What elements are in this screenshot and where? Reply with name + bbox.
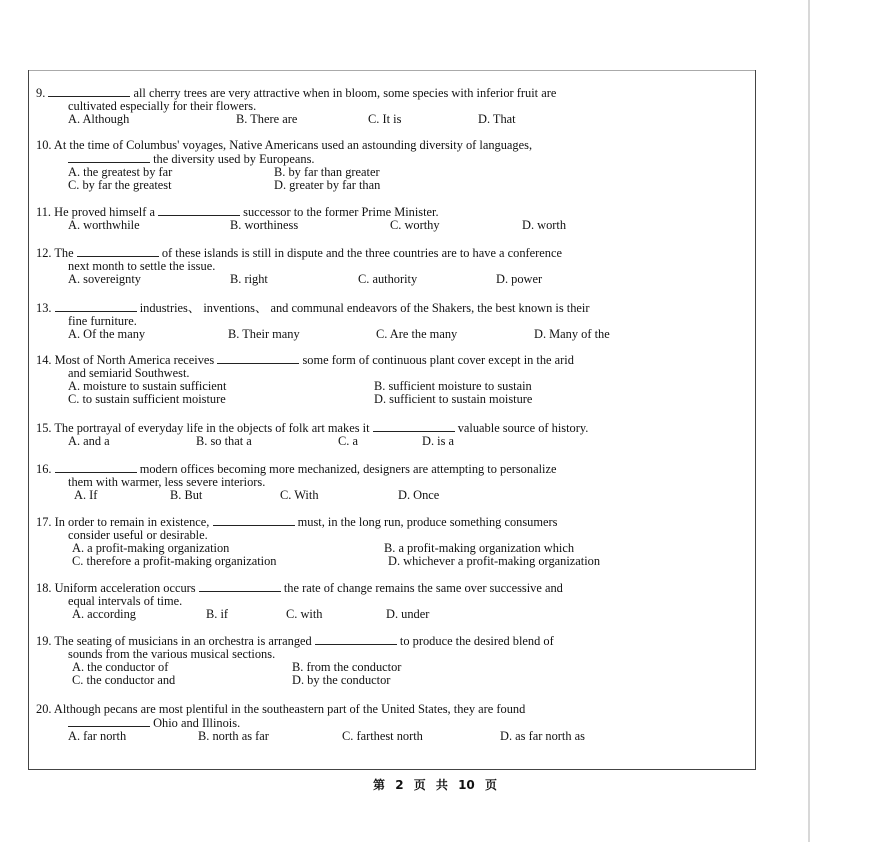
option-c: C. the conductor and — [72, 673, 176, 687]
option-c: C. therefore a profit-making organization — [72, 554, 277, 568]
question-17-options-row2 — [36, 555, 748, 568]
question-16 — [36, 462, 748, 502]
question-17 — [36, 515, 748, 568]
question-14-continuation: and semiarid Southwest. — [68, 366, 190, 380]
question-20-continuation: Ohio and Illinois. — [150, 716, 241, 730]
option-b: B. right — [230, 272, 268, 286]
option-c: C. Are the many — [376, 327, 458, 341]
option-b: B. so that a — [196, 434, 252, 448]
option-a: A. Although — [68, 112, 130, 126]
option-d: D. Once — [398, 488, 440, 502]
question-15-options — [36, 435, 748, 448]
answer-blank — [315, 634, 397, 645]
question-13 — [36, 301, 748, 341]
answer-blank — [158, 205, 240, 216]
option-d: D. as far north as — [500, 729, 585, 743]
option-c: C. with — [286, 607, 323, 621]
question-18-number: 18. Uniform acceleration occurs — [36, 581, 199, 595]
question-18 — [36, 581, 748, 621]
option-d: D. is a — [422, 434, 455, 448]
question-17-number: 17. In order to remain in existence, — [36, 515, 213, 529]
option-a: A. the conductor of — [72, 660, 169, 674]
page-edge — [808, 0, 810, 842]
question-19-number: 19. The seating of musicians in an orchestra is arranged — [36, 634, 315, 648]
option-a: A. according — [72, 607, 136, 621]
question-12-options — [36, 273, 748, 286]
question-11-number: 11. He proved himself a — [36, 205, 159, 219]
question-11-options — [36, 219, 748, 232]
answer-blank — [55, 462, 137, 473]
question-19-continuation: sounds from the various musical sections. — [68, 647, 276, 661]
page-number-footer: 第 2 页 共 10 页 — [373, 778, 497, 792]
question-12-stem: of these islands is still in dispute and the three countries are to have a conference — [158, 246, 562, 260]
option-b: B. worthiness — [230, 218, 299, 232]
answer-blank — [68, 716, 150, 727]
answer-blank — [199, 581, 281, 592]
question-17-continuation: consider useful or desirable. — [68, 528, 208, 542]
option-a: A. and a — [68, 434, 110, 448]
option-b: B. Their many — [228, 327, 300, 341]
question-16-stem: modern offices becoming more mechanized, designers are attempting to personalize — [136, 462, 557, 476]
option-d: D. by the conductor — [292, 673, 391, 687]
question-10-stem: 10. At the time of Columbus' voyages, Native Americans used an astounding diversity of languages, — [36, 138, 533, 152]
option-b: B. sufficient moisture to sustain — [374, 379, 532, 393]
option-a: A. a profit-making organization — [72, 541, 230, 555]
option-c: C. With — [280, 488, 319, 502]
question-14-number: 14. Most of North America receives — [36, 353, 218, 367]
question-14 — [36, 353, 748, 406]
option-a: A. If — [74, 488, 98, 502]
option-d: D. whichever a profit-making organization — [388, 554, 601, 568]
option-b: B. if — [206, 607, 229, 621]
question-18-continuation: equal intervals of time. — [68, 594, 183, 608]
option-a: A. worthwhile — [68, 218, 140, 232]
option-d: D. Many of the — [534, 327, 610, 341]
option-a: A. Of the many — [68, 327, 146, 341]
question-11 — [36, 205, 748, 232]
answer-blank — [77, 246, 159, 257]
option-d: D. sufficient to sustain moisture — [374, 392, 533, 406]
option-a: A. sovereignty — [68, 272, 141, 286]
question-14-options-row2 — [36, 393, 748, 406]
question-13-options — [36, 328, 748, 341]
question-12 — [36, 246, 748, 286]
option-b: B. There are — [236, 112, 298, 126]
answer-blank — [217, 353, 299, 364]
answer-blank — [213, 515, 295, 526]
option-a: A. moisture to sustain sufficient — [68, 379, 227, 393]
option-b: B. But — [170, 488, 203, 502]
question-17-stem: must, in the long run, produce something consumers — [294, 515, 558, 529]
question-19 — [36, 634, 748, 687]
option-d: D. greater by far than — [274, 178, 381, 192]
option-c: C. farthest north — [342, 729, 423, 743]
question-9 — [36, 86, 748, 126]
option-d: D. power — [496, 272, 543, 286]
question-20-stem: 20. Although pecans are most plentiful in the southeastern part of the United States, they are found — [36, 702, 526, 716]
question-9-continuation: cultivated especially for their flowers. — [68, 99, 257, 113]
question-10 — [36, 139, 748, 192]
question-20-options — [36, 730, 748, 743]
question-13-stem: industries、 inventions、 and communal endeavors of the Shakers, the best known is their — [136, 301, 590, 315]
option-c: C. by far the greatest — [68, 178, 172, 192]
option-a: A. the greatest by far — [68, 165, 173, 179]
question-10-options-row2 — [36, 179, 748, 192]
answer-blank — [55, 301, 137, 312]
question-10-continuation: the diversity used by Europeans. — [150, 152, 315, 166]
answer-blank — [68, 152, 150, 163]
option-b: B. by far than greater — [274, 165, 380, 179]
question-15-stem: valuable source of history. — [454, 421, 589, 435]
option-d: D. That — [478, 112, 516, 126]
option-c: C. to sustain sufficient moisture — [68, 392, 226, 406]
question-12-continuation: next month to settle the issue. — [68, 259, 216, 273]
answer-blank — [373, 421, 455, 432]
question-11-stem: successor to the former Prime Minister. — [240, 205, 439, 219]
option-c: C. It is — [368, 112, 402, 126]
question-12-number: 12. The — [36, 246, 77, 260]
option-d: D. worth — [522, 218, 567, 232]
question-18-options — [36, 608, 748, 621]
question-19-stem: to produce the desired blend of — [396, 634, 554, 648]
question-16-continuation: them with warmer, less severe interiors. — [68, 475, 266, 489]
question-9-number: 9. — [36, 86, 49, 100]
question-19-options-row2 — [36, 674, 748, 687]
question-14-stem: some form of continuous plant cover except in the arid — [299, 353, 574, 367]
option-b: B. from the conductor — [292, 660, 402, 674]
option-d: D. under — [386, 607, 430, 621]
question-18-stem: the rate of change remains the same over successive and — [280, 581, 563, 595]
question-13-number: 13. — [36, 301, 55, 315]
question-16-options — [36, 489, 748, 502]
question-13-continuation: fine furniture. — [68, 314, 137, 328]
answer-blank — [48, 86, 130, 97]
option-c: C. worthy — [390, 218, 440, 232]
option-c: C. authority — [358, 272, 418, 286]
option-b: B. north as far — [198, 729, 269, 743]
question-15-number: 15. The portrayal of everyday life in the objects of folk art makes it — [36, 421, 373, 435]
question-20 — [36, 703, 748, 743]
option-b: B. a profit-making organization which — [384, 541, 575, 555]
option-c: C. a — [338, 434, 358, 448]
question-9-stem: all cherry trees are very attractive when in bloom, some species with inferior fruit are — [130, 86, 557, 100]
option-a: A. far north — [68, 729, 127, 743]
question-15 — [36, 421, 748, 448]
question-9-options — [36, 113, 748, 126]
question-16-number: 16. — [36, 462, 55, 476]
